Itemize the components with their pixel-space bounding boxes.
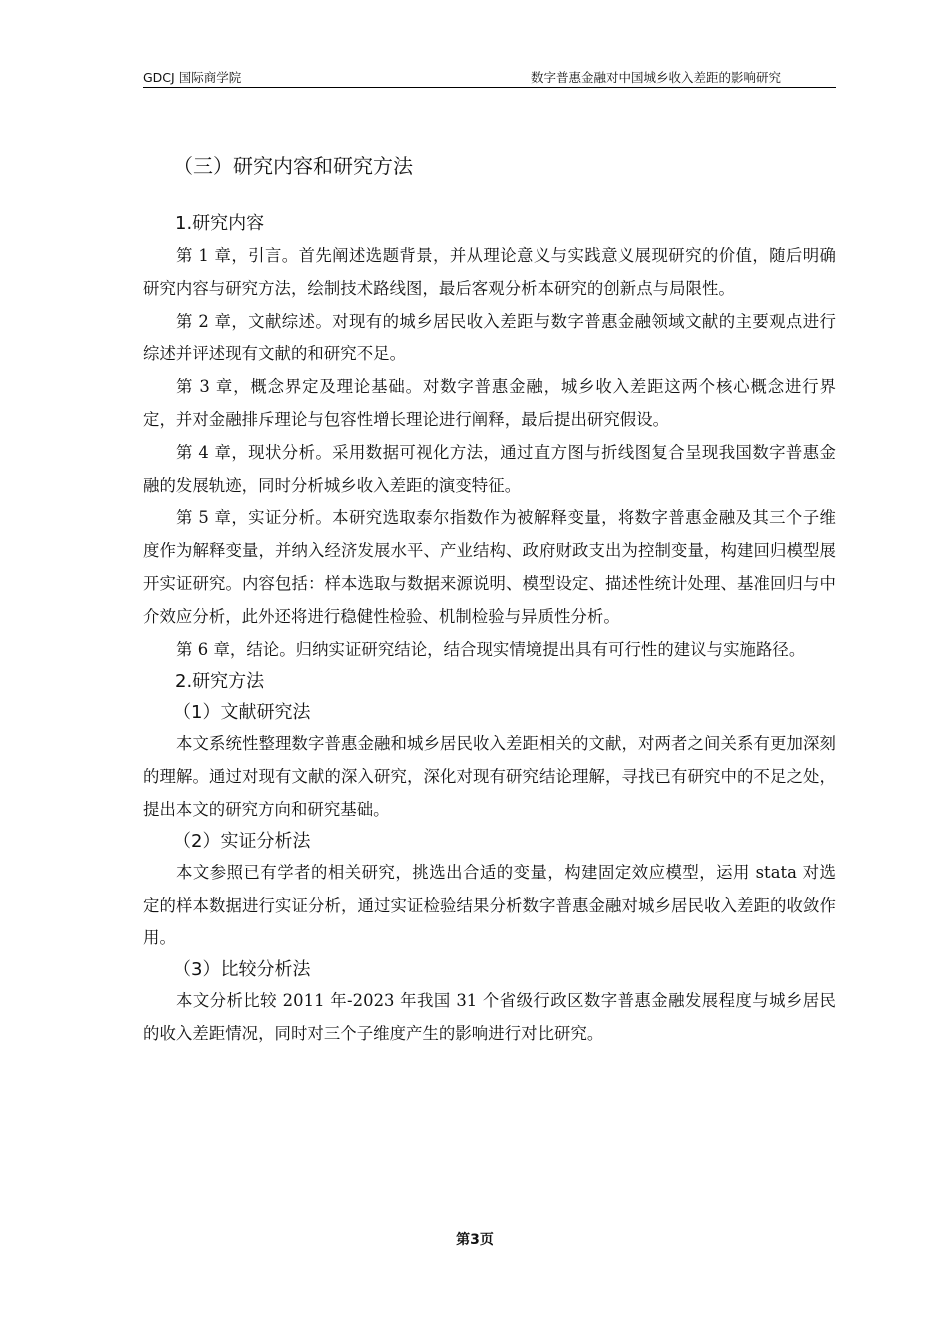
chapter-4-paragraph: 第 4 章，现状分析。采用数据可视化方法，通过直方图与折线图复合呈现我国数字普惠金融的发展轨迹，同时分析城乡收入差距的演变特征。 bbox=[143, 442, 836, 495]
method-literature-heading: （1）文献研究法 bbox=[173, 702, 311, 724]
chapter-6-paragraph: 第 6 章，结论。归纳实证研究结论，结合现实情境提出具有可行性的建议与实施路径。 bbox=[176, 639, 806, 659]
chapter-2-paragraph: 第 2 章，文献综述。对现有的城乡居民收入差距与数字普惠金融领域文献的主要观点进行综述并评述现有文献的和研究不足。 bbox=[143, 311, 836, 364]
method-comparative-heading: （3）比较分析法 bbox=[173, 959, 311, 981]
method-comparative-paragraph: 本文分析比较 2011 年-2023 年我国 31 个省级行政区数字普惠金融发展程度与城乡居民的收入差距情况，同时对三个子维度产生的影响进行对比研究。 bbox=[143, 991, 836, 1043]
research-methods-heading: 2.研究方法 bbox=[175, 671, 265, 693]
research-content-heading: 1.研究内容 bbox=[175, 213, 265, 234]
method-literature-paragraph: 本文系统性整理数字普惠金融和城乡居民收入差距相关的文献，对两者之间关系有更加深刻的理解。通过对现有文献的深入研究，深化对现有研究结论理解，寻找已有研究中的不足之处，提出本文的研究方向和研究基础。 bbox=[143, 734, 836, 819]
page-number: 第3页 bbox=[456, 1232, 494, 1248]
method-empirical-paragraph: 本文参照已有学者的相关研究，挑选出合适的变量，构建固定效应模型，运用 stata 对选定的样本数据进行实证分析，通过实证检验结果分析数字普惠金融对城乡居民收入差距的收敛作用。 bbox=[143, 862, 836, 948]
header-institution: GDCJ 国际商学院 bbox=[143, 70, 242, 85]
header-thesis-title: 数字普惠金融对中国城乡收入差距的影响研究 bbox=[530, 70, 781, 85]
page-content bbox=[143, 146, 836, 1051]
chapter-1-paragraph: 第 1 章，引言。首先阐述选题背景，并从理论意义与实践意义展现研究的价值，随后明确研究内容与研究方法，绘制技术路线图，最后客观分析本研究的创新点与局限性。 bbox=[143, 246, 836, 298]
method-empirical-heading: （2）实证分析法 bbox=[173, 830, 311, 852]
section-title: （三）研究内容和研究方法 bbox=[173, 154, 413, 178]
chapter-3-paragraph: 第 3 章，概念界定及理论基础。对数字普惠金融，城乡收入差距这两个核心概念进行界定，并对金融排斥理论与包容性增长理论进行阐释，最后提出研究假设。 bbox=[143, 377, 836, 429]
chapter-5-paragraph: 第 5 章，实证分析。本研究选取泰尔指数作为被解释变量，将数字普惠金融及其三个子维度作为解释变量，并纳入经济发展水平、产业结构、政府财政支出为控制变量，构建回归模型展开实证研究。内容包括：样本选取与数据来源说明、模型设定、描述性统计处理、基准回归与中介效应分析，此外还将进行稳健性检验、机制检验与异质性分析。 bbox=[143, 508, 836, 626]
page-header bbox=[143, 68, 836, 88]
